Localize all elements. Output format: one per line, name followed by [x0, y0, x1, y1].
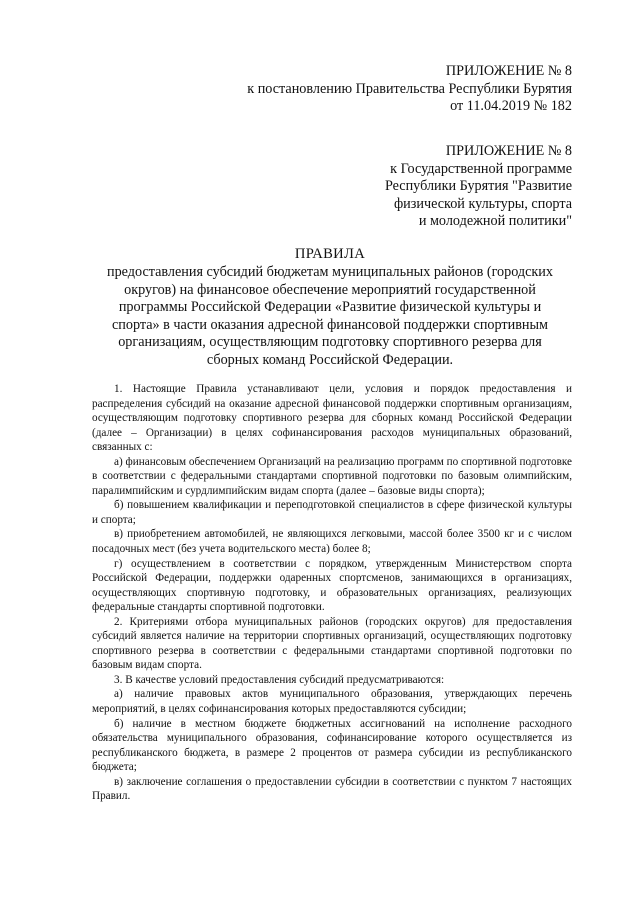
appendix-resolution-reference: к постановлению Правительства Республики Бурятия	[247, 80, 572, 97]
paragraph-3b: б) наличие в местном бюджете бюджетных ассигнований на исполнение расходного обязательства муниципального образования, софинансирование которого осуществляется из республиканского бюджета, в размере 2 процентов от размера субсидии из республиканского бюджета;	[92, 717, 572, 774]
appendix-resolution-block	[247, 63, 572, 116]
appendix-program-line: и молодежной политики"	[418, 213, 572, 229]
subtitle-line: программы Российской Федерации «Развитие физической культуры и	[118, 299, 542, 316]
paragraph-1: 1. Настоящие Правила устанавливают цели, условия и порядок предоставления и распределения субсидий на оказание адресной финансовой поддержки спортивным организациям, осуществляющим подготовку спортивного резерва для сборных команд Российской Федерации (далее – Организации) в целях софинансирования расходов муниципальных образований, связанных с:	[92, 383, 572, 454]
paragraph-1b: б) повышением квалификации и переподготовкой специалистов в сфере физической культуры и спорта;	[92, 499, 572, 526]
document-body	[92, 382, 572, 804]
subtitle-line: организациям, осуществляющим подготовку спортивного резерва для	[118, 334, 542, 351]
document-subtitle	[80, 264, 580, 370]
paragraph-1c: в) приобретением автомобилей, не являющихся легковыми, массой более 3500 кг и с числом посадочных мест (без учета водительского места) более 8;	[92, 528, 572, 556]
subtitle-line: сборных команд Российской Федерации.	[206, 351, 454, 368]
appendix-program-line: Республики Бурятия "Развитие	[384, 178, 572, 194]
paragraph-2: 2. Критериями отбора муниципальных районов (городских округов) для предоставления субсидий является наличие на территории спортивных организаций, осуществляющих подготовку спортивного резерва в соответствии с федеральными стандартами спортивной подготовки по базовым видам спорта.	[92, 615, 572, 672]
document-heading: ПРАВИЛА	[294, 246, 366, 262]
appendix-program-title: ПРИЛОЖЕНИЕ № 8	[445, 143, 572, 159]
subtitle-line: округов) на финансовое обеспечение мероприятий государственной	[124, 281, 536, 298]
paragraph-3c: в) заключение соглашения о предоставлении субсидии в соответствии с пунктом 7 настоящих Правил.	[92, 775, 572, 803]
appendix-resolution-title: ПРИЛОЖЕНИЕ № 8	[445, 63, 572, 79]
appendix-program-block	[385, 143, 572, 231]
subtitle-line: предоставления субсидий бюджетам муниципальных районов (городских	[106, 264, 553, 280]
appendix-program-line: к Государственной программе	[390, 160, 572, 177]
paragraph-3a: а) наличие правовых актов муниципального образования, утверждающих перечень мероприятий, в целях софинансирования которых предоставляются субсидии;	[92, 688, 572, 716]
paragraph-3: 3. В качестве условий предоставления субсидий предусматриваются:	[114, 673, 445, 686]
paragraph-1d: г) осуществлением в соответствии с порядком, утвержденным Министерством спорта Российской Федерации, поддержки одаренных спортсменов, занимающихся в организациях, осуществляющих спортивную подготовку, и образовательных организациях, реализующих федеральные стандарты спортивной подготовки.	[92, 557, 572, 614]
paragraph-1a: а) финансовым обеспечением Организаций на реализацию программ по спортивной подготовке в соответствии с федеральными стандартами спортивной подготовки по базовым олимпийским, паралимпийским и сурдлимпийским видам спорта (далее – базовые виды спорта);	[92, 455, 572, 497]
appendix-resolution-date: от 11.04.2019 № 182	[450, 98, 572, 114]
appendix-program-line: физической культуры, спорта	[393, 195, 572, 212]
subtitle-line: спорта» в части оказания адресной финансовой поддержки спортивным	[111, 316, 549, 333]
